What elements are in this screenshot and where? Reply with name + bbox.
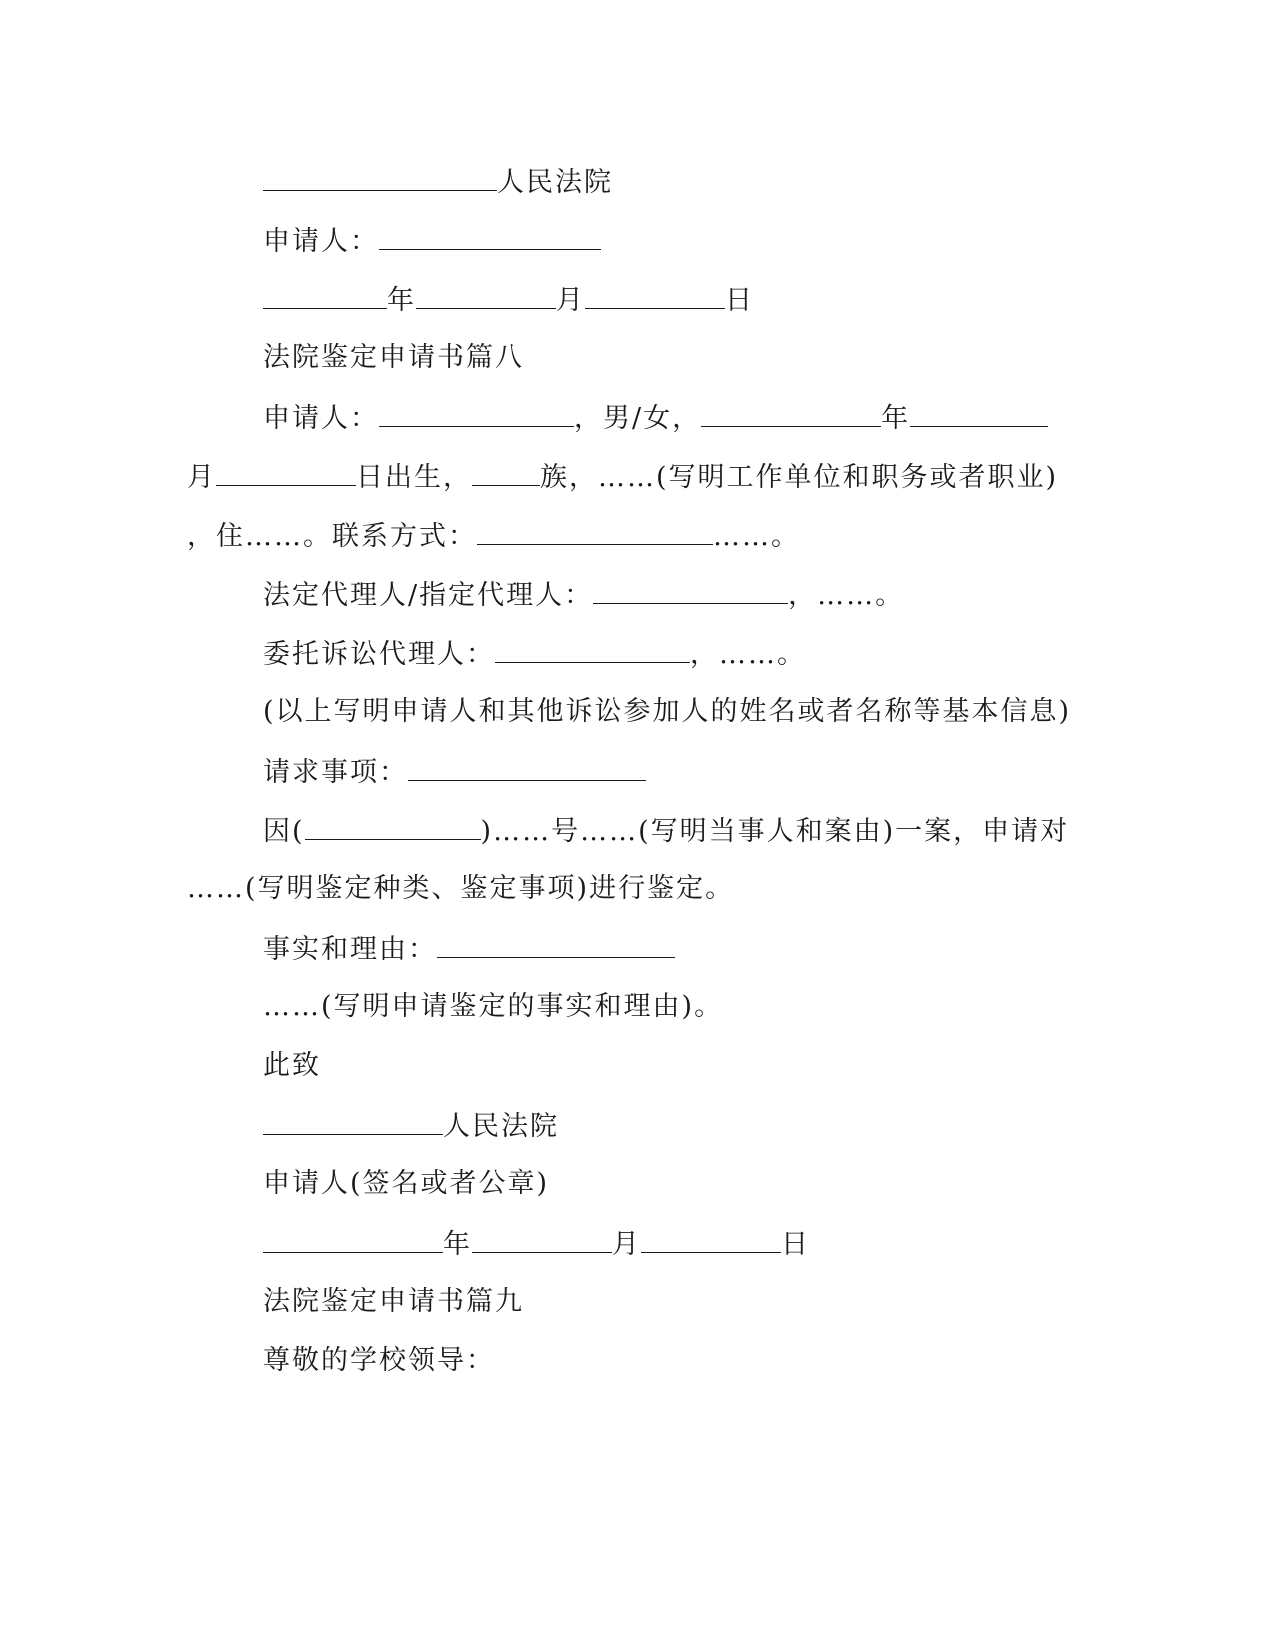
day-label: 日 xyxy=(781,1229,810,1260)
entrusted-agent-line xyxy=(263,636,806,670)
day-blank xyxy=(585,282,725,309)
applicant-info-line-1 xyxy=(263,400,1048,434)
applicant-info-line-2 xyxy=(187,459,1058,493)
case-number-blank xyxy=(305,813,481,840)
entrusted-agent-label: 委托诉讼代理人： xyxy=(263,639,495,670)
address-contact-text: ，住……。联系方式： xyxy=(187,521,477,552)
gender-text: ，男/女， xyxy=(574,403,702,434)
applicant-info-line-3 xyxy=(187,518,800,552)
contact-blank xyxy=(477,518,713,545)
birth-day-blank xyxy=(216,459,356,486)
court-suffix: 人民法院 xyxy=(443,1111,559,1142)
court-suffix: 人民法院 xyxy=(497,167,613,198)
birth-month-blank xyxy=(910,400,1048,427)
ethnicity-blank xyxy=(472,459,540,486)
legal-agent-tail: ，……。 xyxy=(788,580,905,611)
legal-agent-label: 法定代理人/指定代理人： xyxy=(263,580,594,611)
facts-line xyxy=(263,931,675,965)
month-label: 月 xyxy=(612,1229,641,1260)
year-blank xyxy=(263,282,387,309)
case-middle: )……号……(写明当事人和案由)一案，申请对 xyxy=(480,816,1070,847)
signature-line: 申请人(签名或者公章) xyxy=(263,1168,550,1199)
greeting: 尊敬的学校领导： xyxy=(263,1345,495,1376)
case-line-1 xyxy=(263,813,1069,847)
request-label: 请求事项： xyxy=(263,757,408,788)
court-name-blank xyxy=(263,1108,443,1135)
day-blank xyxy=(641,1226,781,1253)
court-name-blank xyxy=(263,164,497,191)
section-title: 法院鉴定申请书篇八 xyxy=(263,342,524,373)
date-line xyxy=(263,282,754,316)
request-line xyxy=(263,754,646,788)
case-line-2: ……(写明鉴定种类、鉴定事项)进行鉴定。 xyxy=(187,873,735,904)
legal-agent-line xyxy=(263,577,904,611)
date-line-2 xyxy=(263,1226,810,1260)
facts-label: 事实和理由： xyxy=(263,934,437,965)
court-line xyxy=(263,164,613,198)
name-blank xyxy=(379,400,574,427)
court-line-2 xyxy=(263,1108,559,1142)
ethnicity-text: 族， xyxy=(540,462,598,493)
request-blank xyxy=(408,754,646,781)
entrusted-agent-blank xyxy=(495,636,690,663)
birth-year-blank xyxy=(701,400,881,427)
year-label: 年 xyxy=(443,1229,472,1260)
month-blank xyxy=(416,282,556,309)
entrusted-agent-tail: ，……。 xyxy=(690,639,806,670)
applicant-label: 申请人： xyxy=(263,403,379,434)
year-label: 年 xyxy=(881,403,911,434)
job-note: ……(写明工作单位和职务或者职业) xyxy=(598,462,1059,493)
year-label: 年 xyxy=(387,285,416,316)
salutation: 此致 xyxy=(263,1050,321,1081)
year-blank xyxy=(263,1226,443,1253)
month-label: 月 xyxy=(187,462,216,493)
legal-agent-blank xyxy=(593,577,788,604)
applicant-blank xyxy=(379,223,601,250)
applicant-label: 申请人： xyxy=(263,226,379,257)
case-start: 因( xyxy=(263,816,305,847)
day-label: 日 xyxy=(725,285,754,316)
birth-text: 日出生， xyxy=(356,462,472,493)
facts-blank xyxy=(437,931,675,958)
info-note: (以上写明申请人和其他诉讼参加人的姓名或者名称等基本信息) xyxy=(263,696,1072,727)
section-title-9: 法院鉴定申请书篇九 xyxy=(263,1286,524,1317)
month-label: 月 xyxy=(556,285,585,316)
applicant-line xyxy=(263,223,601,257)
facts-text: ……(写明申请鉴定的事实和理由)。 xyxy=(263,991,724,1022)
month-blank xyxy=(472,1226,612,1253)
ellipsis-end: ……。 xyxy=(713,521,800,552)
